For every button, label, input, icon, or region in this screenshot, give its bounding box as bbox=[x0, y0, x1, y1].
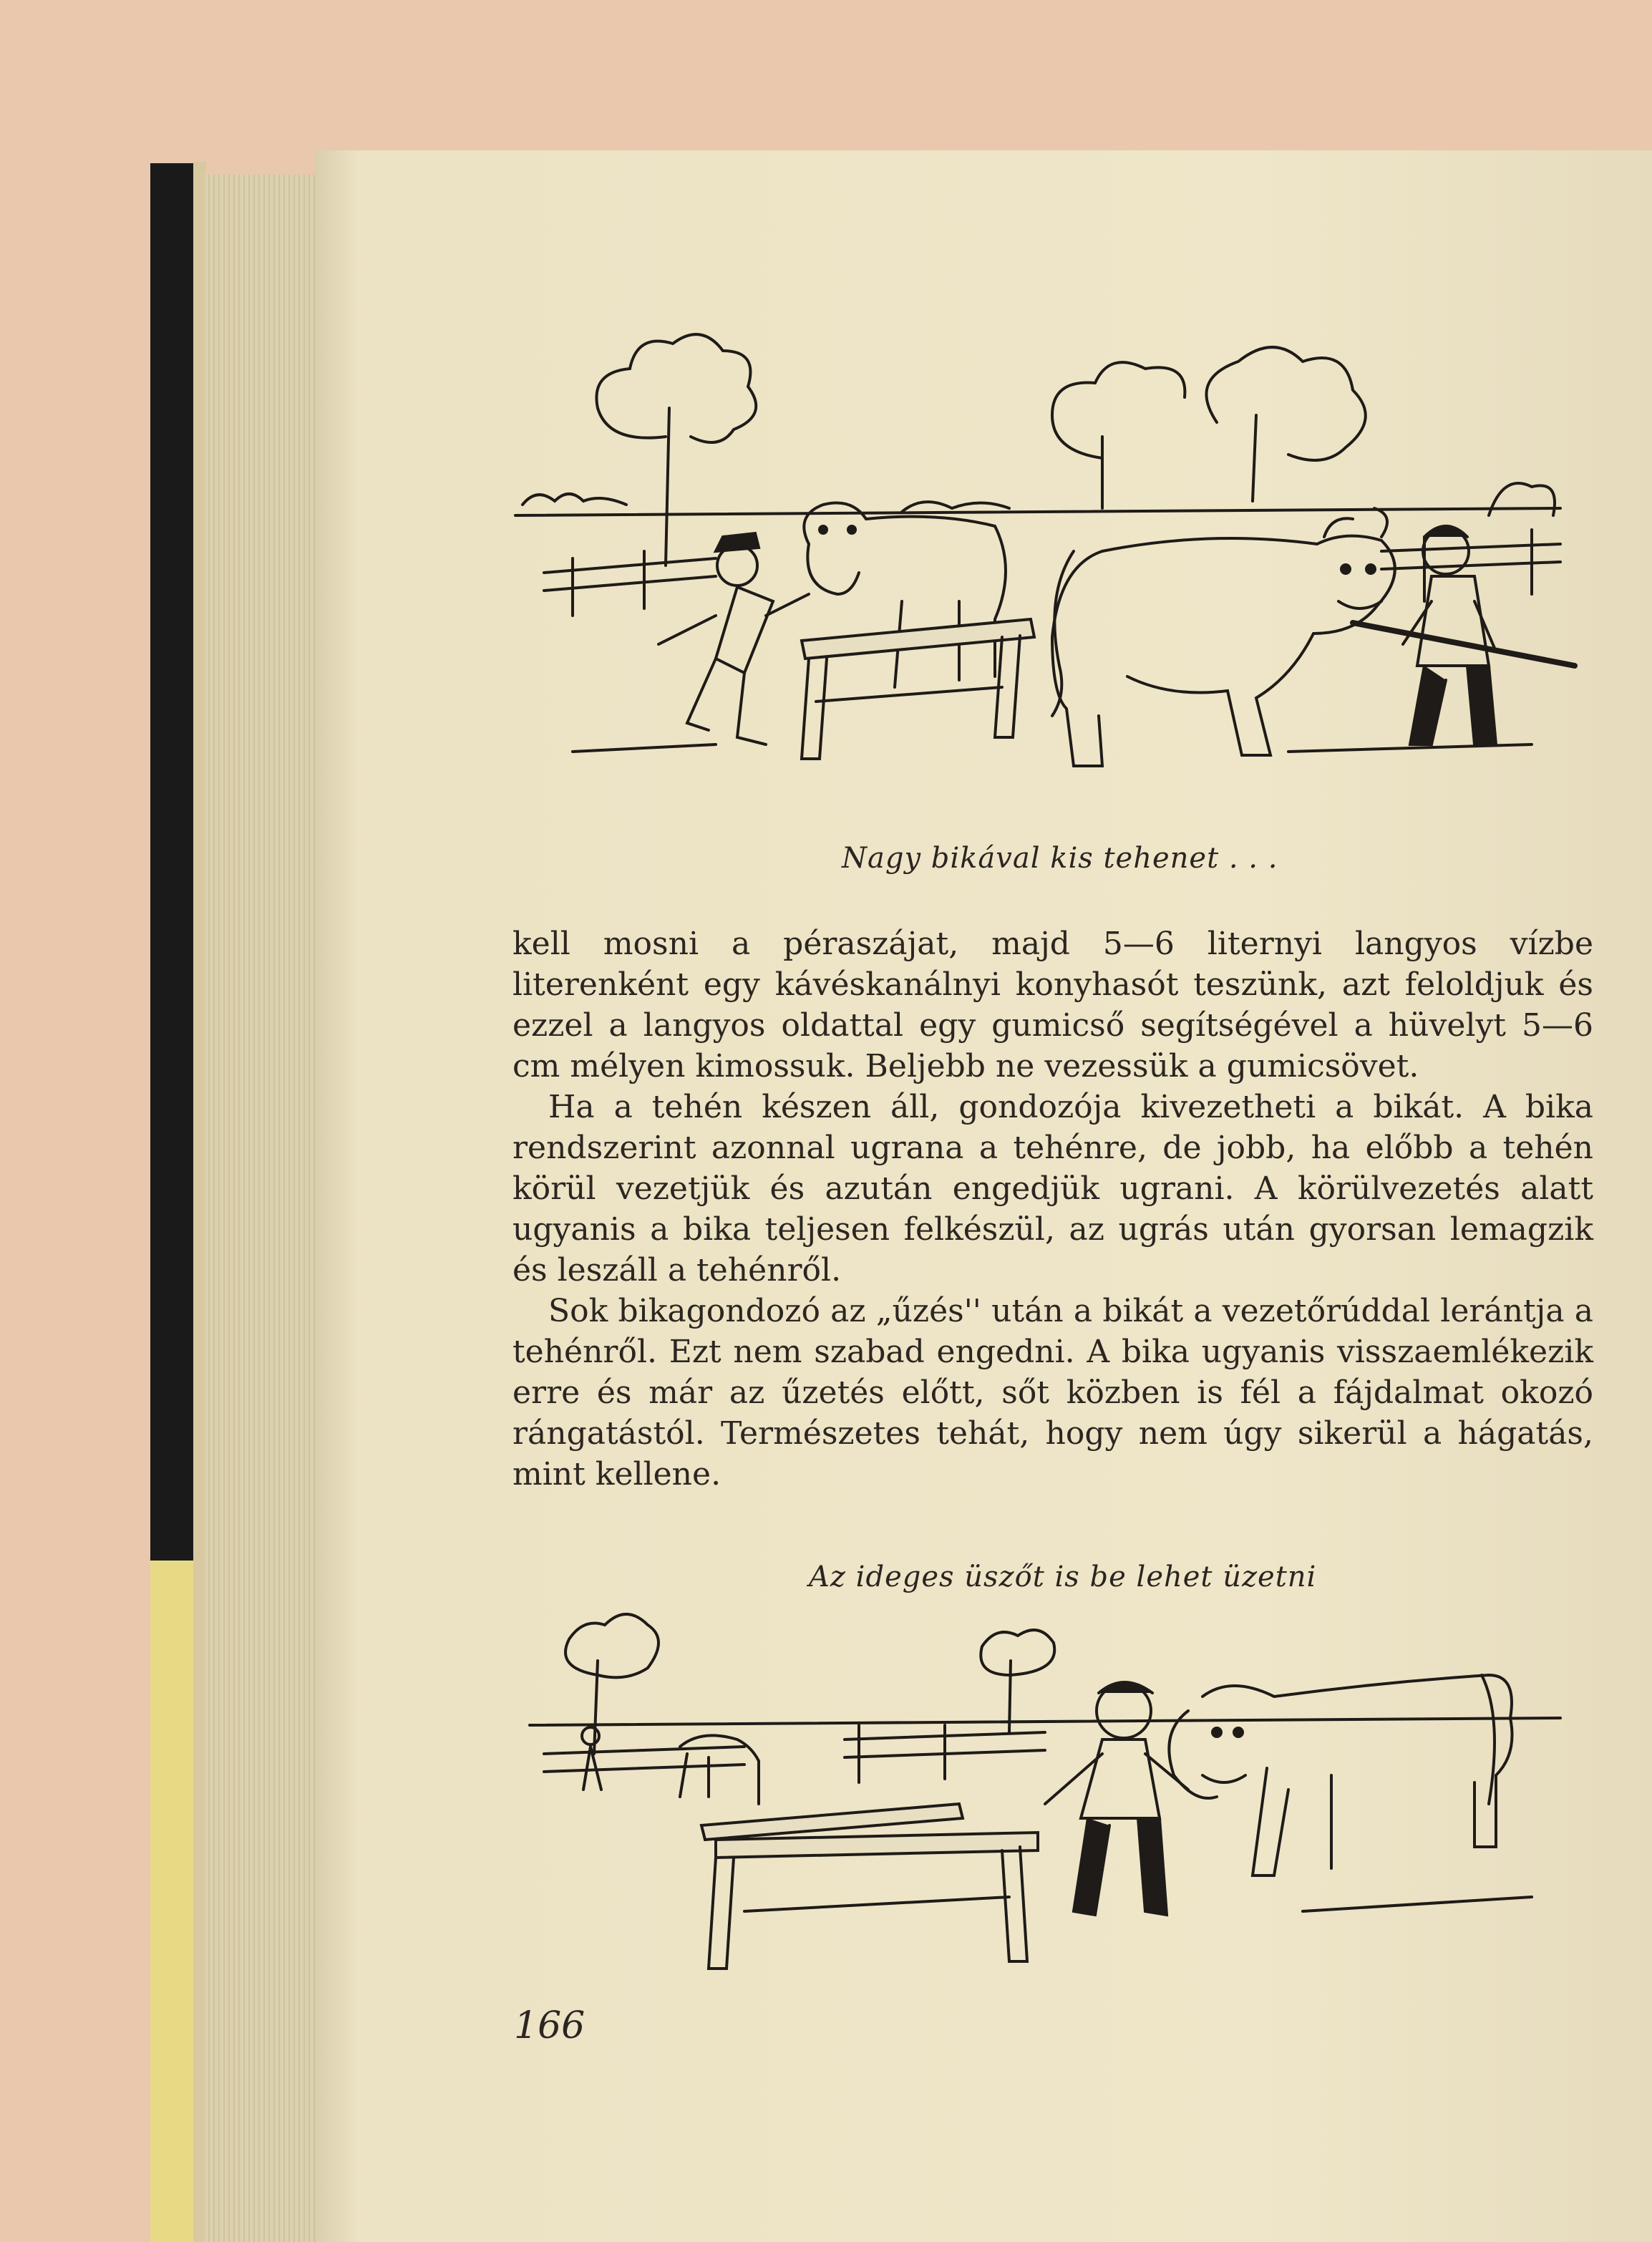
book-spine-yellow-band bbox=[150, 1561, 195, 2242]
page-number: 166 bbox=[514, 2004, 586, 2047]
paragraph-2: Ha a tehén készen áll, gondozója kivezetheti a bikát. A bika rendszerint azonnal ugrana a tehénre, de jobb, ha előbb a tehén körül vezetjük és azután engedjük ugrani. A körülvezetés alatt ugyanis a bika teljesen felkészül, az ugrás után gyorsan lemagzik és leszáll a tehénről. bbox=[512, 1089, 1593, 1289]
illustration-bull-and-cow bbox=[501, 315, 1589, 830]
caption-top: Nagy bikával kis tehenet . . . bbox=[842, 842, 1278, 875]
illustration-nervous-heifer bbox=[515, 1611, 1589, 1997]
paragraph-3: Sok bikagondozó az „űzés'' után a bikát a vezetőrúddal lerántja a tehénről. Ezt nem szabad engedni. A bika ugyanis visszaemlékezik erre és már az űzetés előtt, sőt közben is fél a fájdalmat okozó rángatástól. Természetes tehát, hogy nem úgy sikerül a hágatás, mint kellene. bbox=[512, 1293, 1593, 1493]
caption-bottom: Az ideges üszőt is be lehet üzetni bbox=[809, 1561, 1317, 1593]
paragraph-1: kell mosni a péraszájat, majd 5—6 liternyi langyos vízbe literenként egy kávéskanálnyi konyhasót teszünk, azt feloldjuk és ezzel a langyos oldattal egy gumicső segítségével a hüvelyt 5—6 cm mélyen kimossuk. Beljebb ne vezessük a gumicsövet. bbox=[512, 926, 1593, 1084]
page-stack-edge bbox=[205, 175, 318, 2242]
body-text bbox=[512, 923, 1593, 1495]
